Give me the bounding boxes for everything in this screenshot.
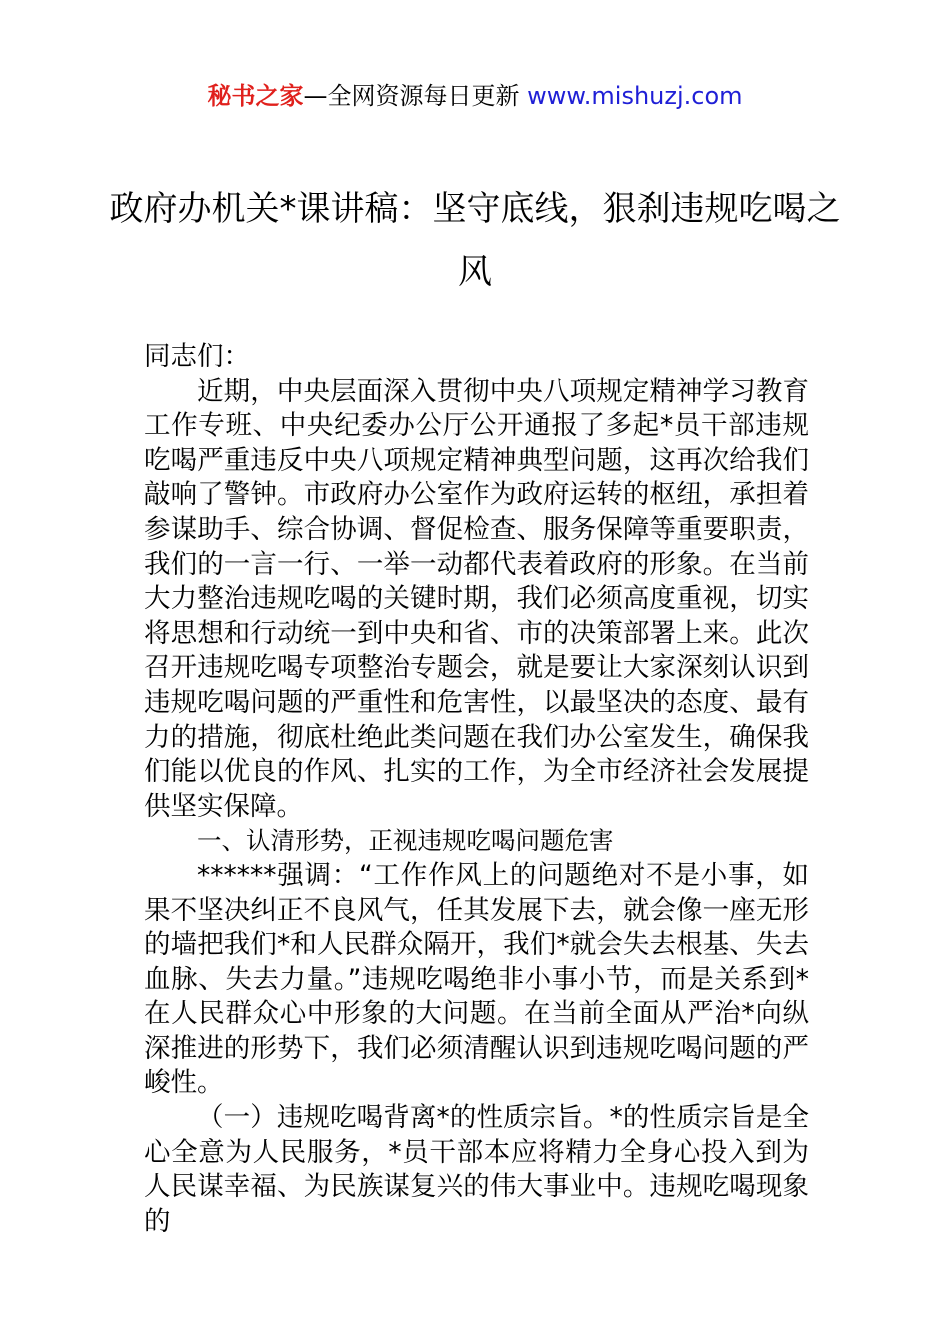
salutation: 同志们： <box>144 341 250 372</box>
intro-paragraph: 近期，中央层面深入贯彻中央八项规定精神学习教育工作专班、中央纪委办公厅公开通报了多起*员干部违规吃喝严重违反中央八项规定精神典型问题，这再次给我们敲响了警钟。市政府办公室作为政府运转的枢纽，承担着参谋助手、综合协调、督促检查、服务保障等重要职责，我们的一言一行、一举一动都代表着政府的形象。在当前大力整治违规吃喝的关键时期，我们必须高度重视，切实将思想和行动统一到中央和省、市的决策部署上来。此次召开违规吃喝专项整治专题会，就是要让大家深刻认识到违规吃喝问题的严重性和危害性，以最坚决的态度、最有力的措施，彻底杜绝此类问题在我们办公室发生，确保我们能以优良的作风、扎实的工作，为全市经济社会发展提供坚实保障。 <box>144 375 809 822</box>
site-header <box>0 80 950 112</box>
section-paragraph: ******强调：“工作作风上的问题绝对不是小事，如果不坚决纠正不良风气，任其发展下去，就会像一座无形的墙把我们*和人民群众隔开，我们*就会失去根基、失去血脉、失去力量。”违规吃喝绝非小事小节，而是关系到*在人民群众心中形象的大问题。在当前全面从严治*向纵深推进的形势下，我们必须清醒认识到违规吃喝问题的严峻性。 <box>144 859 809 1099</box>
document-body <box>144 340 809 1239</box>
section-heading: 一、认清形势，正视违规吃喝问题危害 <box>197 826 614 856</box>
brand-name: 秘书之家 <box>207 82 304 110</box>
header-tagline: —全网资源每日更新 <box>303 82 520 110</box>
document-title: 政府办机关*课讲稿：坚守底线，狠刹违规吃喝之风 <box>109 189 841 292</box>
subsection-paragraph: （一）违规吃喝背离*的性质宗旨。*的性质宗旨是全心全意为人民服务，*员干部本应将精力全身心投入到为人民谋幸福、为民族谋复兴的伟大事业中。违规吃喝现象的 <box>144 1102 809 1237</box>
site-url-link[interactable]: www.mishuzj.com <box>527 82 743 110</box>
